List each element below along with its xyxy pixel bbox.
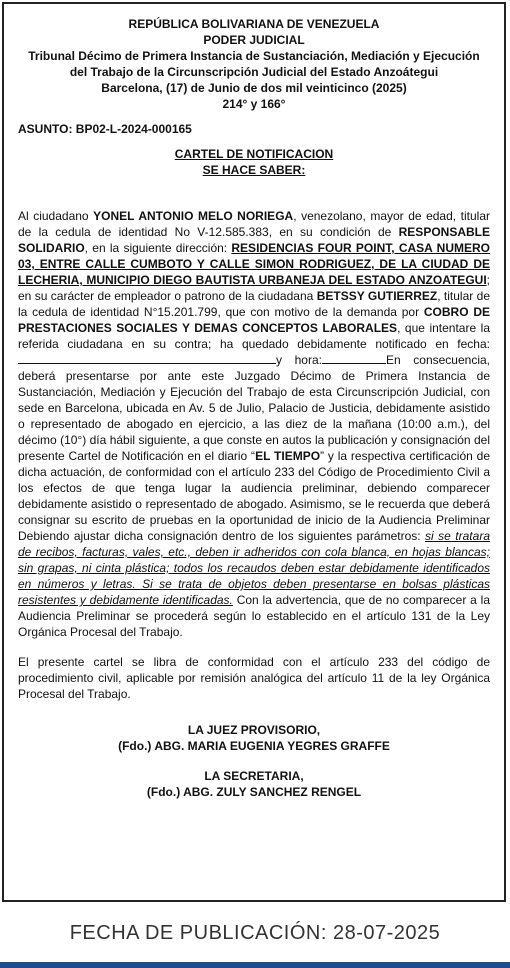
body-text: y hora:: [276, 353, 322, 367]
claim-subject: COBRO DE PRESTACIONES SOCIALES Y DEMAS CONCEPTOS LABORALES: [18, 305, 491, 335]
body-text: , que intentare la referida ciudadana en su contra; ha quedado debidamente notificado en fecha:: [18, 321, 490, 351]
header-date: Barcelona, (17) de Junio de dos mil veinticinco (2025): [101, 81, 407, 95]
bottom-accent-bar: [0, 962, 510, 968]
newspaper-name: EL TIEMPO: [255, 449, 321, 463]
header-years: 214° y 166°: [222, 97, 286, 111]
defendant-role: RESPONSABLE SOLIDARIO: [18, 225, 490, 255]
cartel-title: [18, 146, 490, 178]
legal-basis-paragraph: El presente cartel se libra de conformidad con el artículo 233 del código de procedimiento civil, aplicable por remisión analógica del artículo 11 de la ley Orgánica Procesal del Trabajo.: [18, 655, 490, 701]
secretary-name: (Fdo.) ABG. ZULY SANCHEZ RENGEL: [146, 785, 362, 799]
judge-signature: [18, 722, 490, 754]
cartel-title-line1: CARTEL DE NOTIFICACION: [174, 147, 334, 161]
case-number: ASUNTO: BP02-L-2024-000165: [18, 122, 192, 136]
court-header: [18, 16, 490, 112]
judge-title: LA JUEZ PROVISORIO,: [187, 723, 321, 737]
body-text: En consecuencia, deberá presentarse por ante este Juzgado Décimo de Primera Instancia de Sustanciación, Mediación y Ejecución del Trabajo de esta Circunscripción Judicial, con sede en Barcelona, ubicada en Av. 5 de Julio, Palacio de Justicia, debidamente asistido o representado de abogado en ejercicio, a las diez de la mañana (10:00 a.m.), del décimo (10°) día hábil siguiente, a que conste en autos la publicación y consignación del presente Cartel de Notificación en el diario “: [18, 353, 491, 463]
header-republic: REPÚBLICA BOLIVARIANA DE VENEZUELA: [128, 17, 380, 31]
header-jurisdiction: del Trabajo de la Circunscripción Judicial del Estado Anzoátegui: [69, 65, 439, 79]
secretary-title: LA SECRETARIA,: [204, 769, 304, 783]
notice-body: [18, 208, 490, 640]
plaintiff-name: BETSSY GUTIERREZ: [316, 289, 438, 303]
header-court-name: Tribunal Décimo de Primera Instancia de Sustanciación, Mediación y Ejecución: [28, 49, 480, 63]
cartel-title-line2: SE HACE SABER:: [202, 163, 306, 177]
defendant-address: RESIDENCIAS FOUR POINT, CASA NUMERO 03, ENTRE CALLE CUMBOTO Y CALLE SIMON RODRIGUEZ, DE LA CIUDAD DE LECHERIA, MUNICIPIO DIEGO BAUTISTA URBANEJA DEL ESTADO ANZOATEGUI: [18, 241, 490, 287]
body-text: , venezolano, mayor de edad, titular de la cedula de identidad No V-12.585.383, en su condición de: [18, 209, 490, 239]
notice-content: [18, 16, 490, 800]
body-text: , titular de la cedula de identidad N°15.201.799, que con motivo de la demanda por: [18, 289, 490, 319]
secretary-signature: [18, 768, 490, 800]
notice-frame: [2, 2, 506, 902]
time-blank: [322, 352, 386, 364]
body-text: , en la siguiente dirección:: [84, 241, 232, 255]
publication-date: FECHA DE PUBLICACIÓN: 28-07-2025: [69, 922, 441, 944]
body-text: ” y la respectiva certificación de dicha actuación, de conformidad con el artículo 233 del Código de Procedimiento Civil a los efectos de que tenga lugar la audiencia preliminar, debiendo comparecer debidamente asistido o representado de abogado. Asimismo, se le recuerda que deberá consignar su escrito de pruebas en la oportunidad de inicio de la Audiencia Preliminar Debiendo ajustar dicha consignación dentro de los siguientes parámetros:: [18, 449, 490, 543]
defendant-name: YONEL ANTONIO MELO NORIEGA: [93, 209, 294, 223]
evidence-requirements: si se tratara de recibos, facturas, vales, etc., deben ir adheridos con cola blanca, en hojas blancas; sin grapas, ni cinta plástica; todos los recaudos deben estar debidamente identificados en números y letras. Si se trata de objetos deben presentarse en bolsas plásticas resistentes y debidamente identificadas.: [18, 529, 490, 607]
judge-name: (Fdo.) ABG. MARIA EUGENIA YEGRES GRAFFE: [118, 739, 390, 753]
body-text: Con la advertencia, que de no comparecer a la Audiencia Preliminar se procederá según lo establecido en el artículo 131 de la Ley Orgánica Procesal del Trabajo.: [18, 593, 490, 639]
body-text: Al ciudadano: [18, 209, 94, 223]
date-blank: [18, 352, 276, 364]
body-text: ; en su carácter de empleador o patrono de la ciudadana: [18, 273, 490, 303]
header-judicial-power: PODER JUDICIAL: [203, 33, 305, 47]
